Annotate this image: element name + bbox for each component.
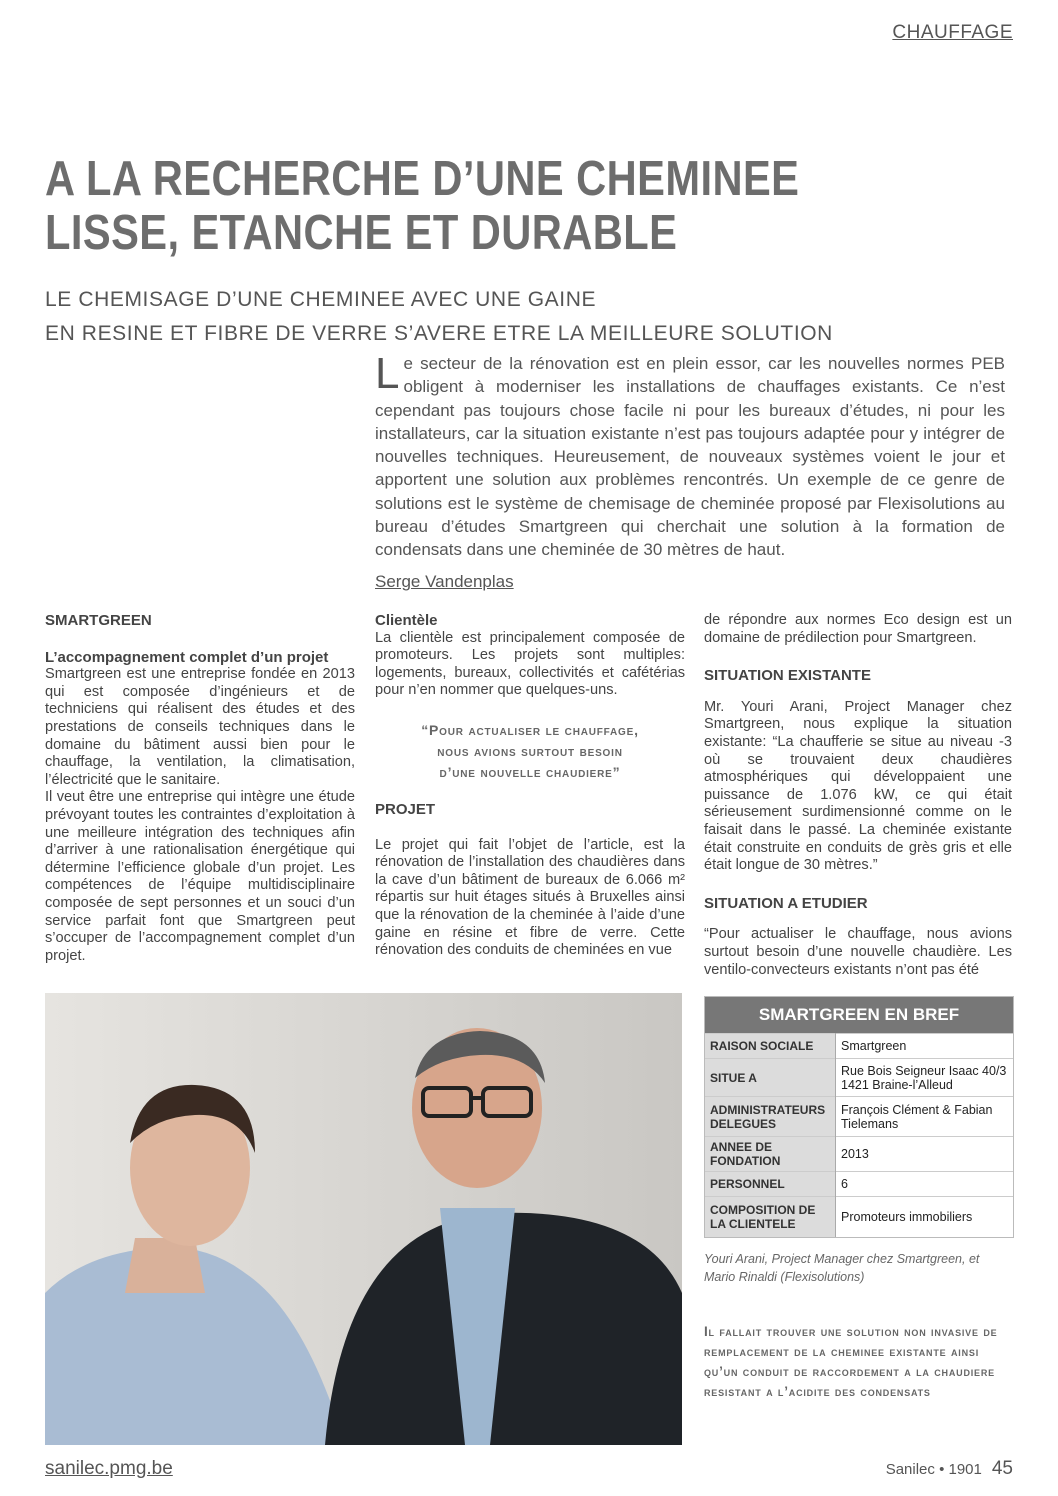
info-key: SITUE A bbox=[705, 1059, 836, 1097]
table-row bbox=[705, 1059, 1013, 1097]
info-key: ANNEE DE FONDATION bbox=[705, 1137, 836, 1172]
info-value: 6 bbox=[836, 1172, 1014, 1197]
section-tag: CHAUFFAGE bbox=[892, 22, 1013, 43]
col3-heading-1: SITUATION EXISTANTE bbox=[704, 667, 871, 685]
article-title bbox=[45, 152, 861, 260]
author-byline: Serge Vandenplas bbox=[375, 572, 514, 591]
inline-quote bbox=[375, 720, 685, 783]
info-key: RAISON SOCIALE bbox=[705, 1034, 836, 1059]
footer-url[interactable]: sanilec.pmg.be bbox=[45, 1458, 173, 1479]
info-key: COMPOSITION DE LA CLIENTELE bbox=[705, 1197, 836, 1237]
info-value: Rue Bois Seigneur Isaac 40/3 1421 Braine-l’Alleud bbox=[836, 1059, 1014, 1097]
pull-quote: Il fallait trouver une solution non invasive de remplacement de la cheminee existante ainsi qu’un conduit de raccordement a la chaudiere resistant a l’acidite des condensats bbox=[704, 1324, 998, 1399]
info-key: PERSONNEL bbox=[705, 1172, 836, 1197]
col1-subheading: L’accompagnement complet d’un projet bbox=[45, 648, 329, 666]
intro-text: e secteur de la rénovation est en plein essor, car les nouvelles normes PEB obligent à moderniser les installations de chauffages existants. Ce n’est cependant pas toujours chose facile ni pour les bureaux d’études, ni pour les installateurs, car la situation existante n’est pas toujours adaptée pour y intégrer de nouvelles techniques. Heureusement, de nouveaux systèmes voient le jour et apportent une solution aux problèmes rencontrés. Un exemple de ce genre de solutions est le système de chemisage de cheminée proposé par Flexisolutions au bureau d’études Smartgreen qui cherchait une solution à la formation de condensats dans une cheminée de 30 mètres de haut. bbox=[375, 354, 1005, 560]
table-row bbox=[705, 1097, 1013, 1137]
info-box-title: SMARTGREEN EN BREF bbox=[705, 997, 1013, 1033]
col1-paragraph-2: Il veut être une entreprise qui intègre une étude prévoyant toutes les contraintes d’exploitation à une meilleure intégration des techniques afin d’arriver à une rationalisation énergétique qui détermine l’efficience globale d’un projet. Les compétences de l’équipe multidisciplinaire composée de sept personnes et un souci d’un service parfait font que Smartgreen peut s’occuper de l’accompagnement complet d’un projet. bbox=[45, 789, 355, 964]
col2-heading-2: PROJET bbox=[375, 800, 436, 818]
quote-line-3: d’une nouvelle chaudiere” bbox=[439, 763, 621, 780]
article-photo bbox=[45, 993, 682, 1445]
info-box bbox=[704, 996, 1014, 1238]
info-value: 2013 bbox=[836, 1137, 1014, 1172]
col3-paragraph-1: Mr. Youri Arani, Project Manager chez Smartgreen, nous explique la situation existante: “La chaufferie se situe au niveau -3 où se trouvaient deux chaudières atmosphériques qui développaient une puissance de 1.076 kW, ce qui était sérieusement surdimensionné comme on le faisait dans le passé. La cheminée existante était construite en conduits de grès gris et elle était longue de 30 mètres.” bbox=[704, 698, 1012, 874]
table-row bbox=[705, 1034, 1013, 1059]
page-number: 45 bbox=[991, 1458, 1013, 1479]
col3-paragraph-0: de répondre aux normes Eco design est un domaine de prédilection pour Smartgreen. bbox=[704, 612, 1012, 646]
col1-paragraph-1: Smartgreen est une entreprise fondée en 2013 qui est composée d’ingénieurs et de techniciens qui réalisent des études et des prestations de conseils techniques dans le domaine du bâtiment aussi bien pour le chauffage, la ventilation, la climatisation, l’électricité que le sanitaire. bbox=[45, 666, 355, 788]
issue-label: Sanilec • 1901 bbox=[885, 1461, 982, 1478]
column-3 bbox=[704, 612, 1012, 979]
col3-heading-2: SITUATION A ETUDIER bbox=[704, 894, 868, 912]
photo-caption: Youri Arani, Project Manager chez Smartgreen, et Mario Rinaldi (Flexisolutions) bbox=[704, 1252, 980, 1284]
col3-paragraph-2: “Pour actualiser le chauffage, nous avions surtout besoin d’une nouvelle chaudière. Les ventilo-convecteurs existants n’ont pas été bbox=[704, 926, 1012, 978]
article-subtitle bbox=[45, 283, 833, 351]
col2-heading: Clientèle bbox=[375, 612, 438, 629]
info-value: François Clément & Fabian Tielemans bbox=[836, 1097, 1014, 1137]
table-row bbox=[705, 1197, 1013, 1237]
quote-line-2: nous avions surtout besoin bbox=[437, 742, 623, 759]
col2-paragraph-1: La clientèle est principalement composée de promoteurs. Les projets sont multiples: logements, bureaux, collectivités et cafétérias pour n’en nommer que quelques-uns. bbox=[375, 629, 685, 699]
table-row bbox=[705, 1172, 1013, 1197]
info-value: Promoteurs immobiliers bbox=[836, 1197, 1014, 1237]
footer-issue bbox=[886, 1458, 1013, 1480]
dropcap: L bbox=[375, 349, 400, 398]
col1-heading: SMARTGREEN bbox=[45, 612, 152, 629]
photo-illustration bbox=[45, 993, 682, 1445]
title-line-2: LISSE, ETANCHE ET DURABLE bbox=[45, 206, 678, 260]
table-row bbox=[705, 1137, 1013, 1172]
title-line-1: A LA RECHERCHE D’UNE CHEMINEE bbox=[45, 152, 800, 206]
subtitle-line-1: LE CHEMISAGE D’UNE CHEMINEE AVEC UNE GAINE bbox=[45, 288, 597, 311]
intro-paragraph bbox=[375, 349, 1005, 562]
column-1 bbox=[45, 612, 355, 965]
info-table bbox=[705, 1033, 1013, 1237]
subtitle-line-2: EN RESINE ET FIBRE DE VERRE S’AVERE ETRE LA MEILLEURE SOLUTION bbox=[45, 322, 833, 345]
col2-paragraph-2: Le projet qui fait l’objet de l’article, est la rénovation de l’installation des chaudières dans la cave d’un bâtiment de bureaux de 6.066 m² répartis sur huit étages situés à Bruxelles ainsi que la rénovation de la cheminée à l’aide d’une gaine en résine et fibre de verre. Cette rénovation des conduits de cheminées en vue bbox=[375, 836, 685, 959]
quote-line-1: “Pour actualiser le chauffage, bbox=[421, 721, 639, 738]
info-value: Smartgreen bbox=[836, 1034, 1014, 1059]
info-key: ADMINISTRATEURS DELEGUES bbox=[705, 1097, 836, 1137]
column-2 bbox=[375, 612, 685, 960]
